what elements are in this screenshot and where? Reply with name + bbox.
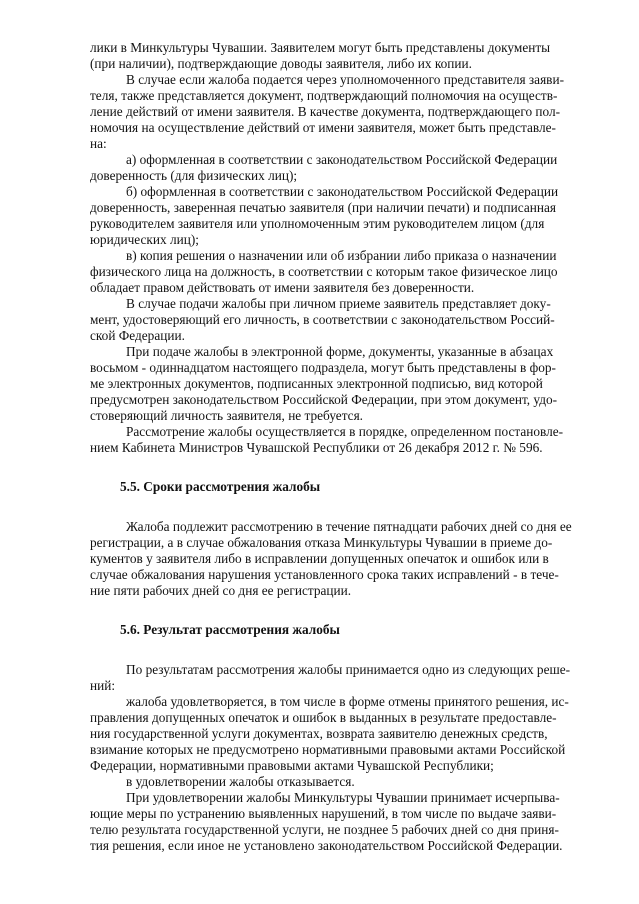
text-line: ление действий от имени заявителя. В качестве документа, подтверждающего пол- [90, 104, 561, 119]
text-line: в) копия решения о назначении или об избрании либо приказа о назначении [126, 248, 557, 263]
paragraph [90, 790, 593, 854]
paragraph [90, 184, 593, 248]
text-line: правления допущенных опечаток и ошибок в выданных в результате предоставле- [90, 710, 557, 725]
text-line: В случае подачи жалобы при личном приеме заявитель представляет доку- [126, 296, 551, 311]
heading-review-result: 5.6. Результат рассмотрения жалобы [120, 622, 340, 637]
text-line: мент, удостоверяющий его личность, в соответствии с законодательством Россий- [90, 312, 555, 327]
paragraph [90, 662, 593, 694]
text-line: предусмотрен законодательством Российской Федерации, при этом документ, удо- [90, 392, 558, 407]
text-line: ской Федерации. [90, 328, 185, 343]
text-line: ющие меры по устранению выявленных нарушений, в том числе по выдаче заяви- [90, 806, 557, 821]
text-line: ние пяти рабочих дней со дня ее регистрации. [90, 583, 352, 598]
text-line: теля, также представляется документ, подтверждающий полномочия на осуществ- [90, 88, 558, 103]
text-line: а) оформленная в соответствии с законодательством Российской Федерации [126, 152, 558, 167]
paragraph [90, 152, 593, 184]
text-line: кументов у заявителя либо в исправлении допущенных опечаток и ошибок или в [90, 551, 549, 566]
text-line: б) оформленная в соответствии с законодательством Российской Федерации [126, 184, 559, 199]
text-line: При удовлетворении жалобы Минкультуры Чувашии принимает исчерпыва- [126, 790, 560, 805]
text-line: доверенность, заверенная печатью заявителя (при наличии печати) и подписанная [90, 200, 557, 215]
text-line: В случае если жалоба подается через уполномоченного представителя заяви- [126, 72, 565, 87]
paragraph [90, 248, 593, 296]
text-line: нием Кабинета Министров Чувашской Республики от 26 декабря 2012 г. № 596. [90, 440, 543, 455]
text-line: (при наличии), подтверждающие доводы заявителя, либо их копии. [90, 56, 472, 71]
text-line: в удовлетворении жалобы отказывается. [126, 774, 355, 789]
text-line: взимание которых не предусмотрено нормативными правовыми актами Российской [90, 742, 566, 757]
section-appeal-documents [90, 40, 593, 456]
paragraph [90, 72, 593, 152]
paragraph [90, 774, 593, 790]
text-line: тия решения, если иное не установлено законодательством Российской Федерации. [90, 838, 563, 853]
heading-review-terms: 5.5. Сроки рассмотрения жалобы [120, 479, 321, 494]
text-line: ния государственной услуги документах, возврата заявителю денежных средств, [90, 726, 548, 741]
paragraph [90, 296, 593, 344]
text-line: телю результата государственной услуги, не позднее 5 рабочих дней со дня приня- [90, 822, 559, 837]
text-line: на: [90, 136, 107, 151]
text-line: доверенность (для физических лиц); [90, 168, 298, 183]
text-line: стоверяющий личность заявителя, не требуется. [90, 408, 364, 423]
text-line: восьмом - одиннадцатом настоящего подраздела, могут быть представлены в фор- [90, 360, 556, 375]
text-line: жалоба удовлетворяется, в том числе в форме отмены принятого решения, ис- [126, 694, 569, 709]
text-line: ме электронных документов, подписанных электронной подписью, вид которой [90, 376, 543, 391]
text-line: юридических лиц); [90, 232, 199, 247]
text-line: Федерации, нормативными правовыми актами Чувашской Республики; [90, 758, 494, 773]
text-line: случае обжалования нарушения установленного срока таких исправлений - в тече- [90, 567, 559, 582]
text-line: По результатам рассмотрения жалобы принимается одно из следующих реше- [126, 662, 571, 677]
text-line: При подаче жалобы в электронной форме, документы, указанные в абзацах [126, 344, 554, 359]
text-line: руководителем заявителя или уполномоченным этим руководителем лицом (для [90, 216, 545, 231]
paragraph [90, 40, 593, 72]
section-review-terms [90, 519, 593, 599]
paragraph [90, 694, 593, 774]
text-line: физического лица на должность, в соответствии с которым такое физическое лицо [90, 264, 558, 279]
paragraph [90, 424, 593, 456]
text-line: ний: [90, 678, 116, 693]
paragraph [90, 519, 593, 599]
text-line: Рассмотрение жалобы осуществляется в порядке, определенном постановле- [126, 424, 564, 439]
text-line: лики в Минкультуры Чувашии. Заявителем могут быть представлены документы [90, 40, 551, 55]
text-line: номочия на осуществление действий от имени заявителя, может быть представле- [90, 120, 556, 135]
text-line: Жалоба подлежит рассмотрению в течение пятнадцати рабочих дней со дня ее [126, 519, 572, 534]
text-line: регистрации, а в случае обжалования отказа Минкультуры Чувашии в приеме до- [90, 535, 553, 550]
section-review-result [90, 662, 593, 854]
paragraph [90, 344, 593, 424]
text-line: обладает правом действовать от имени заявителя без доверенности. [90, 280, 475, 295]
